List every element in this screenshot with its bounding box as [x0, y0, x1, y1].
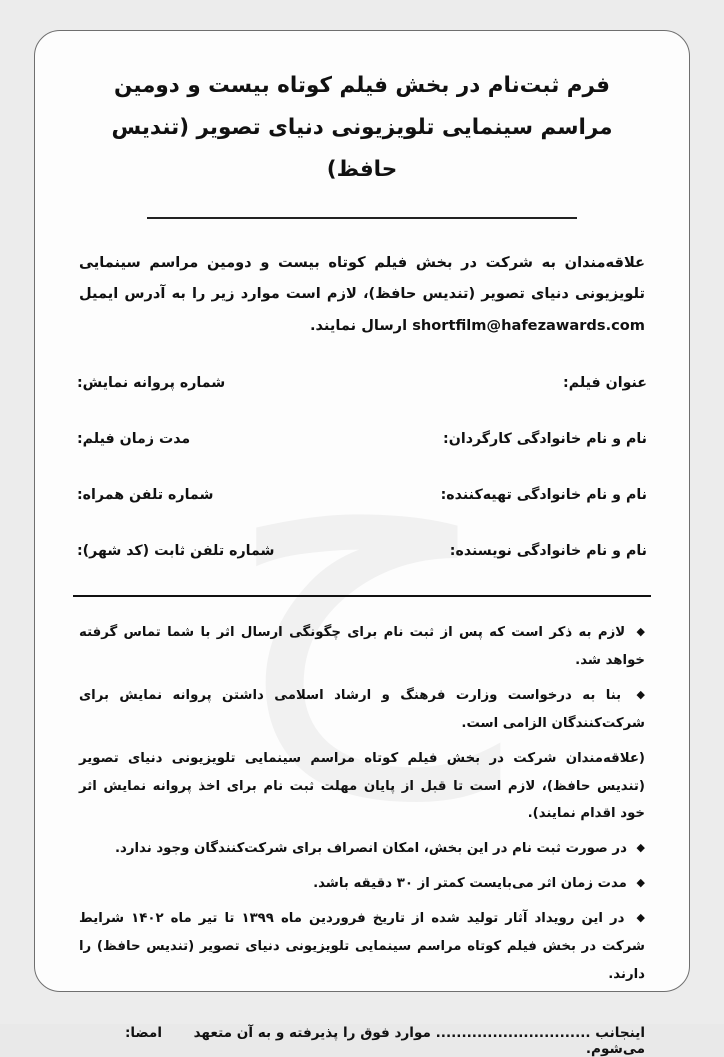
title-line-2: مراسم سینمایی تلویزیونی دنیای تصویر (تندیس حافظ): [111, 114, 613, 182]
field-row: [77, 487, 647, 503]
form-sheet: [34, 30, 690, 1057]
field-label-writer-name: نام و نام خانوادگی نویسنده:: [449, 542, 647, 559]
intro-text-end: ارسال نمایند.: [309, 316, 408, 334]
intro-paragraph: [79, 247, 645, 341]
field-label-director-name: نام و نام خانوادگی کارگردان:: [443, 430, 647, 447]
field-row: [77, 375, 647, 391]
bullet-icon: ◆: [636, 911, 645, 925]
bullet-icon: ◆: [636, 841, 645, 855]
note-item: [79, 905, 645, 989]
signature-section: [79, 1025, 645, 1057]
submission-email: shortfilm@hafezawards.com: [412, 316, 645, 334]
title-divider: [147, 217, 577, 219]
note-text: لازم به ذکر است که پس از ثبت نام برای چگونگی ارسال اثر با شما تماس گرفته خواهد شد.: [79, 624, 645, 668]
field-row: [77, 431, 647, 447]
note-text: مدت زمان اثر می‌بایست کمتر از ۳۰ دقیقه باشد.: [313, 876, 627, 892]
field-label-producer-name: نام و نام خانوادگی تهیه‌کننده:: [440, 486, 647, 503]
bullet-icon: ◆: [636, 687, 645, 701]
field-label-film-duration: مدت زمان فیلم:: [77, 430, 191, 447]
note-text: (علاقه‌مندان شرکت در بخش فیلم کوتاه مراسم سینمایی تلویزیونی دنیای تصویر (تندیس حافظ)، لازم است تا قبل از پایان مهلت ثبت نام برای اخذ پروانه نمایش اثر خود اقدام نمایند).: [79, 750, 645, 822]
note-item: [79, 835, 645, 863]
intro-text: علاقه‌مندان به شرکت در بخش فیلم کوتاه بیست و دومین مراسم سینمایی تلویزیونی دنیای تصویر (تندیس حافظ)، لازم است موارد زیر را به آدرس ایمیل: [79, 253, 645, 303]
bullet-icon: ◆: [636, 876, 645, 890]
field-label-mobile-number: شماره تلفن همراه:: [77, 486, 214, 503]
note-text: بنا به درخواست وزارت فرهنگ و ارشاد اسلامی داشتن پروانه نمایش برای شرکت‌کنندگان الزامی است.: [79, 687, 645, 731]
field-row: [77, 543, 647, 559]
note-item: [79, 682, 645, 738]
page-title: [73, 65, 651, 191]
bullet-icon: ◆: [636, 624, 645, 638]
field-label-film-title: عنوان فیلم:: [563, 374, 647, 391]
fields-section: [77, 375, 647, 559]
signature-statement: اینجانب .............................. موارد فوق را پذیرفته و به آن متعهد می‌شوم.: [193, 1024, 645, 1057]
note-item: [79, 619, 645, 675]
note-text: در صورت ثبت نام در این بخش، امکان انصراف برای شرکت‌کنندگان وجود ندارد.: [114, 841, 627, 857]
form-content: [35, 31, 689, 1057]
note-text: در این رویداد آثار تولید شده از تاریخ فروردین ماه ۱۳۹۹ تا تیر ماه ۱۴۰۲ شرایط شرکت در بخش فیلم کوتاه مراسم سینمایی تلویزیونی دنیای تصویر (تندیس حافظ) را دارند.: [79, 911, 645, 983]
section-divider: [73, 595, 651, 597]
note-item: [79, 870, 645, 898]
field-label-screening-permit-number: شماره پروانه نمایش:: [77, 374, 226, 391]
title-line-1: فرم ثبت‌نام در بخش فیلم کوتاه بیست و دومین: [114, 73, 610, 98]
note-item: [79, 745, 645, 829]
signature-label: امضا:: [125, 1024, 163, 1041]
notes-section: [79, 619, 645, 989]
field-label-landline-number: شماره تلفن ثابت (کد شهر):: [77, 542, 275, 559]
